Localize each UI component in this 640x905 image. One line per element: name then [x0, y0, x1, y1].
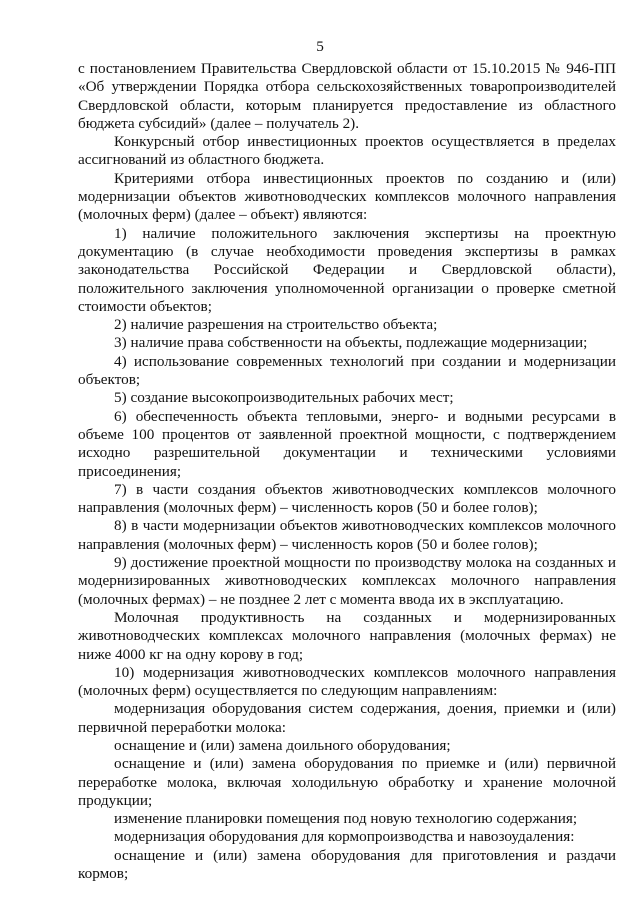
direction-milking-equipment: оснащение и (или) замена доильного оборудования; [114, 736, 451, 754]
direction-layout-change: изменение планировки помещения под новую технологию содержания; [114, 810, 578, 828]
criterion-9: 9) достижение проектной мощности по производству молока на созданных и модернизированных животноводческих комплексах молочного направления (молочных фермах) – не позднее 2 лет с момента ввода их в эксплуатацию. [78, 554, 616, 608]
criterion-3: 3) наличие права собственности на объекты, подлежащие модернизации; [114, 334, 588, 352]
paragraph-2: Конкурсный отбор инвестиционных проектов осуществляется в пределах ассигнований из областного бюджета. [78, 133, 616, 169]
criterion-4: 4) использование современных технологий при создании и модернизации объектов; [78, 352, 616, 389]
direction-milk-processing: оснащение и (или) замена оборудования по приемке и (или) первичной переработке молока, включая холодильную обработку и хранение молочной продукции; [78, 755, 616, 809]
criterion-7: 7) в части создания объектов животноводческих комплексов молочного направления (молочных ферм) – численность коров (50 и более голов); [78, 480, 616, 517]
criterion-1: 1) наличие положительного заключения экспертизы на проектную документацию (в случае необходимости проведения экспертизы в рамках законодательства Российской Федерации и Свердловской области), положительного заключения уполномоченной организации о проверке сметной стоимости объектов; [78, 224, 616, 315]
criterion-2: 2) наличие разрешения на строительство объекта; [114, 316, 438, 334]
direction-milking-systems: модернизация оборудования систем содержания, доения, приемки и (или) первичной переработки молока: [78, 700, 616, 736]
paragraph-3: Критериями отбора инвестиционных проектов по созданию и (или) модернизации объектов животноводческих комплексов молочного направления (молочных ферм) (далее – объект) являются: [78, 169, 616, 224]
criterion-10: 10) модернизация животноводческих комплексов молочного направления (молочных ферм) осуществляется по следующим направлениям: [78, 663, 616, 700]
direction-feed-equipment: оснащение и (или) замена оборудования для приготовления и раздачи кормов; [78, 846, 616, 883]
criterion-6: 6) обеспеченность объекта тепловыми, энерго- и водными ресурсами в объеме 100 процентов от заявленной проектной мощности, с подтверждением исходно разрешительной документации и техническими условиями присоединения; [78, 407, 616, 480]
criterion-5: 5) создание высокопроизводительных рабочих мест; [114, 389, 454, 407]
criterion-8: 8) в части модернизации объектов животноводческих комплексов молочного направления (молочных ферм) – численность коров (50 и более голов); [78, 517, 616, 553]
paragraph-1: с постановлением Правительства Свердловской области от 15.10.2015 № 946-ПП «Об утверждении Порядка отбора сельскохозяйственных товаропроизводителей Свердловской области, которым планируется предоставление из областного бюджета субсидий» (далее – получатель 2). [78, 60, 616, 132]
milk-productivity-paragraph: Молочная продуктивность на созданных и модернизированных животноводческих комплексах молочного направления (молочных фермах) не ниже 4000 кг на одну корову в год; [78, 608, 616, 663]
page-number: 5 [316, 38, 324, 55]
direction-feed-manure: модернизация оборудования для кормопроизводства и навозоудаления: [114, 828, 575, 846]
